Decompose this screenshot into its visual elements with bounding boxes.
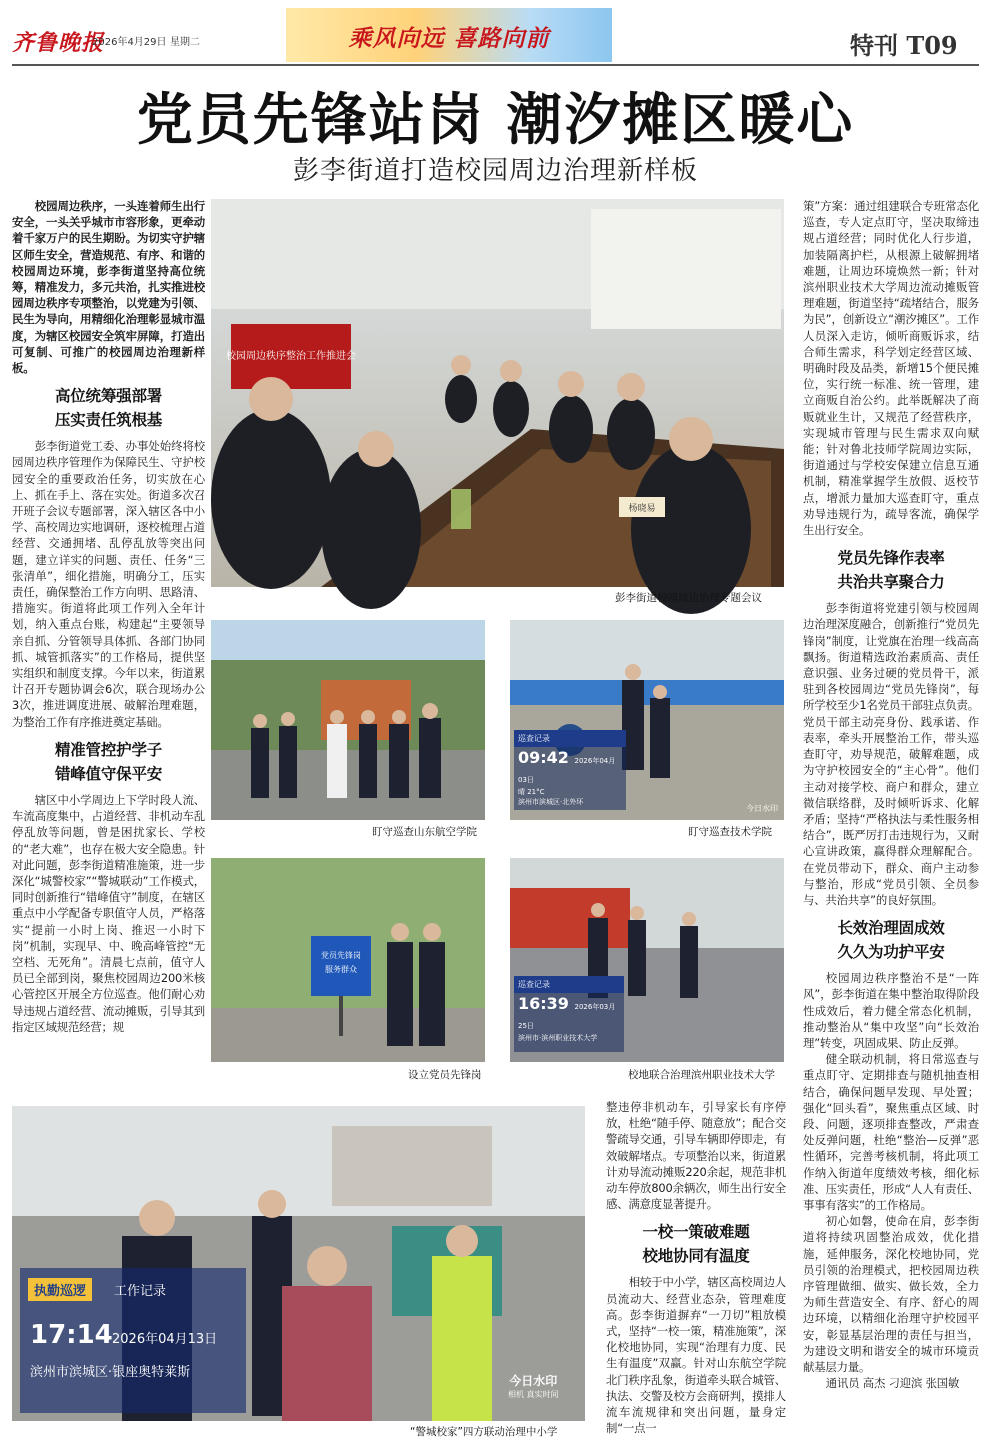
meeting-photo-caption: 彭李街道校园周边治理专题会议: [615, 592, 762, 604]
vanguard-photo-illustration: [211, 858, 485, 1062]
party-vanguard-photo: [211, 858, 485, 1062]
technical-watermark: [514, 730, 626, 810]
vocational-watermark: [514, 976, 624, 1052]
section2-body: 辖区中小学周边上下学时段人流、车流高度集中，占道经营、非机动车乱停乱放等问题，曾是困扰家长、学校的“老大难”，也存在极大安全隐患。针对此问题，彭李街道精准施策，进一步深化“城警校家”“警城联动”工作模式，同时创新推行“错峰值守”制度，在辖区重点中小学配备专职值守人员，严格落实“提前一小时上岗、推迟一小时下岗”机制，实现早、中、晚高峰管控“无空档、无死角”。清晨七点前，值守人员已全部到岗，聚焦校园周边200米核心管控区开展全方位巡查。他们耐心劝导违规占道经营、流动摊贩，引导其到指定区域规范经营；规: [12, 792, 205, 1034]
vanguard-sign-line2: 服务群众: [325, 965, 357, 974]
section5-title-line1: 长效治理固成效: [837, 918, 945, 938]
bottom-wm-label: 工作记录: [114, 1284, 167, 1299]
issue-date: 2026年4月29日: [92, 37, 167, 48]
issue-weekday: 星期二: [170, 37, 200, 48]
section5-title-line2: 久久为功护平安: [837, 942, 945, 962]
bottom-wm-place: 滨州市滨城区·银座奥特莱斯: [30, 1365, 191, 1380]
section2-title-line2: 错峰值守保平安: [54, 763, 163, 783]
section1-body: 彭李街道党工委、办事处始终将校园周边秩序管理作为保障民生、守护校园安全的重要政治任务，切实放在心上、抓在手上、落在实处。街道多次召开班子会议专题部署，深入辖区各中小学、高校周边实地调研，逐校梳理占道经营、交通拥堵、乱停乱放等突出问题，建立详实的问题、责任、任务“三张清单”，细化措施，明确分工，压实责任，确保整治工作方向明、思路清、措施实。街道将此项工作列入全年计划，纳入重点台账，构建起“主要领导亲自抓、分管领导具体抓、各部门协同抓、城管抓落实”的工作格局，提供坚实组织和制度支撑。今年以来，街道累计召开专题协调会6次，联合现场办公3次，推进调度进展、破解治理难题，为整治工作有序推进奠定基础。: [12, 439, 205, 729]
section2-title-line1: 精准管控护学子: [54, 739, 163, 759]
technical-wm-time: 09:42 2026年04月03日: [518, 748, 616, 784]
technical-wm-weather: 晴 21°C: [518, 788, 545, 796]
technical-wm-place: 滨州市滨城区·北外环: [518, 798, 584, 806]
section4-body: 彭李街道将党建引领与校园周边治理深度融合，创新推行“党员先锋岗”制度，让党旗在治理一线高高飘扬。街道精选政治素质高、责任意识强、业务过硬的党员骨干，派驻到各校园周边“党员先锋岗”，每所学校至少1名党员干部驻点负责。党员干部主动亮身份、践承诺、作表率，牵头开展整治工作，带头巡查盯守，劝导规范，破解难题，成为守护校园安全的“主心骨”。他们主动对接学校、商户和群众，建立微信联络群，及时倾听诉求、化解矛盾；坚持“严格执法与柔性服务相结合”，既严厉打击违规行为，又耐心宣讲政策，赢得群众理解配合。在党员带动下，群众、商户主动参与整治，形成“党员引领、全员参与、共治共享”的良好氛围。: [803, 601, 979, 907]
lead-paragraph: 校园周边秩序，一头连着师生出行安全，一头关乎城市市容形象，更牵动着千家万户的民生期盼。为切实守护辖区师生安全，营造规范、有序、和谐的校园周边环境，彭李街道坚持高位统筹，精准发力，多元共治，扎实推进校园周边秩序专项整治，以党建为引领、民生为导向，用精细化治理彰显城市温度，为辖区校园安全筑牢屏障，打造出可复制、可推广的校园周边治理新样板。: [12, 199, 205, 376]
masthead-logo: 齐鲁晚报: [12, 30, 105, 56]
middle-column: [606, 1099, 786, 1436]
bottom-wm-tag: 执勤巡逻: [28, 1278, 92, 1301]
section4-title-line1: 党员先锋作表率: [837, 548, 945, 568]
four-party-patrol-photo: [12, 1106, 585, 1421]
section5-body-3: 初心如磐，使命在肩，彭李街道将持续巩固整治成效，优化措施，延伸服务，深化校地协同，党员引领的治理模式，把校园周边秩序管理做细、做实、做长效，全力为师生营造安全、有序、舒心的周边环境，以精细化治理守护校园平安，彰显基层治理的责任与担当，为建设文明和谐安全的城市环境贡献基层力量。: [803, 1214, 979, 1374]
section3-continuation: 策”方案：通过组建联合专班常态化巡查，专人定点盯守，坚决取缔违规占道经营；同时优化人行步道，加装隔离护栏，从根源上破解拥堵难题，让周边环境焕然一新；针对滨州职业技术大学周边流动摊贩管理难题，街道坚持“疏堵结合，服务为民”，创新设立“潮汐摊区”。工作人员深入走访，倾听商贩诉求，结合师生需求，科学划定经营区域、明确时段及品类，新增15个便民摊位，实行统一标准、统一管理，建立商贩自治公约。此举既解决了商贩就业生计，又规范了经营秩序，实现城市管理与民生需求双向赋能；针对鲁北技师学院周边实际，街道通过与学校安保建立信息互通机制，精准掌握学生放假、返校节点，增派力量加大巡查盯守，重点劝导违规行为，疏导客流，确保学生出行安全。: [803, 199, 979, 538]
vanguard-photo-caption: 设立党员先锋岗: [408, 1069, 482, 1081]
aviation-patrol-photo: [211, 620, 485, 820]
vocational-wm-time: 16:39 2026年03月25日: [518, 994, 616, 1030]
section4-title-line2: 共治共享聚合力: [837, 572, 945, 592]
bottom-photo-caption: “警城校家”四方联动治理中小学: [410, 1426, 558, 1438]
vanguard-sign-line1: 党员先锋岗: [321, 951, 361, 960]
section1-title-line2: 压实责任筑根基: [54, 410, 163, 430]
section3-title-line2: 校地协同有温度: [642, 1246, 750, 1266]
section5-body-1: 校园周边秩序整治不是“一阵风”，彭李街道在集中整治取得阶段性成效后，着力健全常态化机制，推动整治从“集中攻坚”向“长效治理”转变，巩固成果、防止反弹。: [803, 971, 979, 1050]
technical-wm-tag: 巡查记录: [514, 730, 626, 747]
page-section-number: 特刊 T09: [850, 31, 958, 60]
article-headline: 党员先锋站岗 潮汐摊区暖心: [136, 87, 855, 153]
header-divider: [12, 64, 979, 66]
section3-body: 相较于中小学，辖区高校周边人员流动大、经营业态杂，管理难度高。彭李街道摒弃“一刀切”粗放模式，坚持“一校一策，精准施策”，深化校地协同，实现“治理有力度、民生有温度”双赢。针对山东航空学院北门秩序乱象，街道牵头联合城管、执法、交警及校方会商研判，摸排人流车流规律和突出问题，量身定制“一点一: [606, 1275, 786, 1436]
article-byline: 通讯员 高杰 刁迎滨 张国敏: [825, 1376, 960, 1391]
banner-slogan: 乘风向远 喜路向前: [348, 25, 550, 52]
aviation-photo-caption: 盯守巡查山东航空学院: [372, 826, 477, 838]
meeting-photo: [211, 199, 784, 587]
article-subheadline: 彭李街道打造校园周边治理新样板: [292, 156, 698, 186]
vocational-photo-caption: 校地联合治理滨州职业技术大学: [628, 1069, 775, 1081]
section5-body-2: 健全联动机制，将日常巡查与重点盯守、定期排查与随机抽查相结合，确保问题早发现、早处置；强化“回头看”，聚焦重点区域、时段、问题，逐项排查整改，严肃查处反弹问题，杜绝“整治—反弹”恶性循环，完善考核机制，将此项工作纳入街道年度绩效考核，细化标准、压实责任，形成“人人有责任、事事有落实”的工作格局。: [803, 1052, 979, 1212]
vocational-wm-tag: 巡查记录: [514, 976, 624, 993]
right-column: [803, 198, 979, 1438]
bottom-wm-time: 17:14: [30, 1320, 113, 1350]
section3-title-line1: 一校一策破难题: [642, 1222, 750, 1242]
section1-title-line1: 高位统筹强部署: [54, 386, 163, 406]
meeting-screen-text: 校园周边秩序整治工作推进会: [226, 351, 356, 362]
vocational-college-photo: [510, 858, 784, 1062]
section2-continuation: 整违停非机动车，引导家长有序停放，杜绝“随手停、随意放”；配合交警疏导交通，引导车辆即停即走，有效破解堵点。专项整治以来，街道累计劝导流动摊贩220余起，规范非机动车停放800余辆次，师生出行安全感、满意度显著提升。: [606, 1100, 786, 1212]
aviation-photo-illustration: [211, 620, 485, 820]
bottom-wm-app: 今日水印 相机 真实时间: [508, 1374, 559, 1399]
bottom-wm-date: 2026年04月13日: [112, 1332, 218, 1347]
technical-photo-caption: 盯守巡查技术学院: [688, 826, 772, 838]
meeting-photo-illustration: [211, 199, 784, 587]
meeting-nameplate-text: 杨晓易: [628, 504, 656, 514]
technical-patrol-photo: [510, 620, 784, 820]
bottom-watermark: [20, 1268, 246, 1413]
vocational-wm-place: 滨州市·滨州职业技术大学: [518, 1034, 598, 1042]
header-banner: [286, 8, 612, 62]
technical-wm-app: 今日水印: [746, 804, 778, 813]
